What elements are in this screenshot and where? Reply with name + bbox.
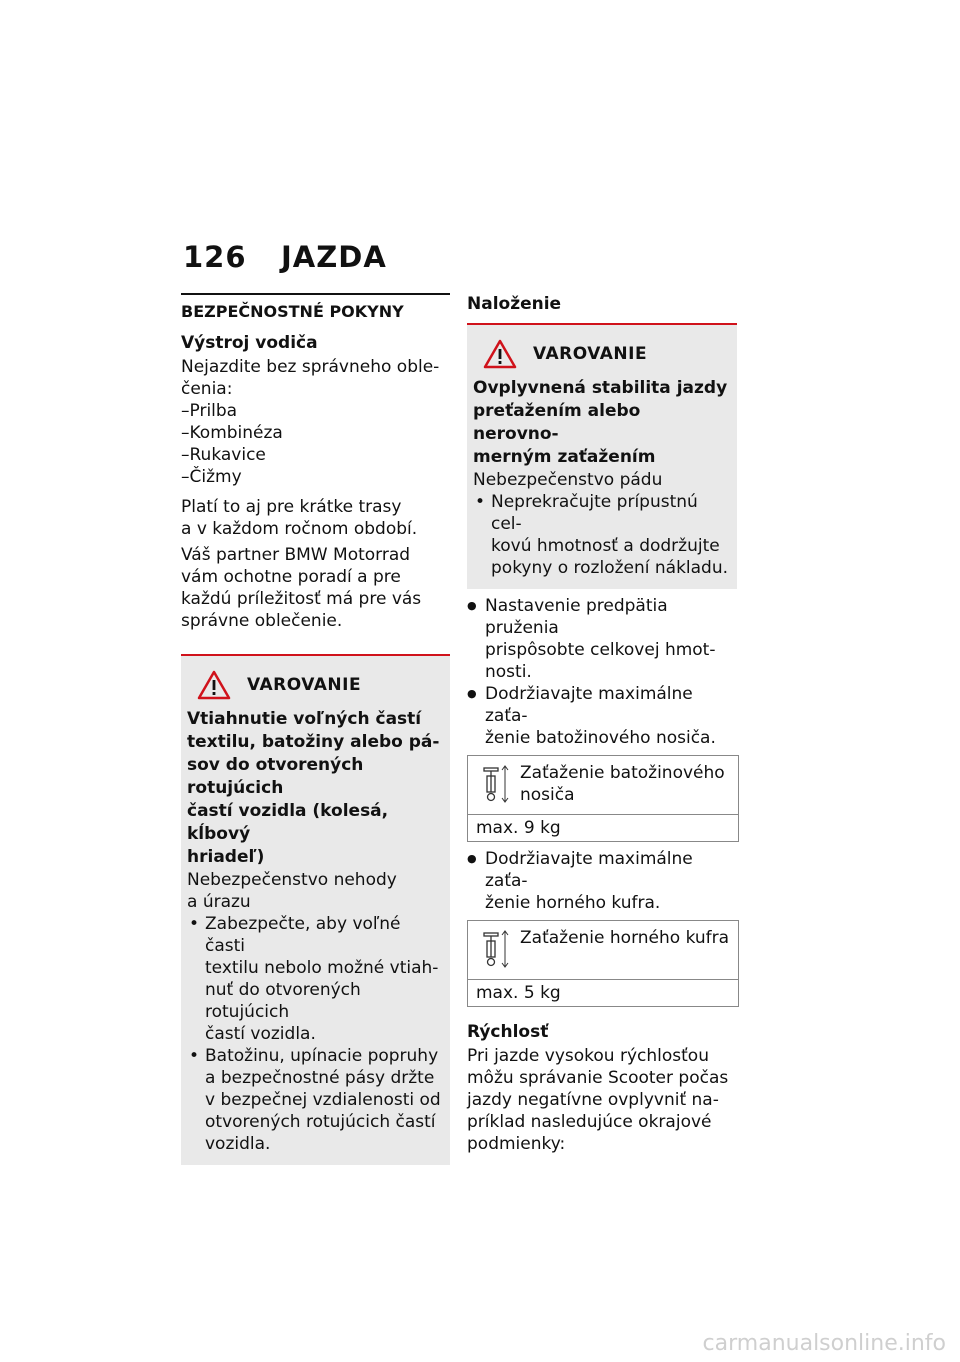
sub-title-speed: Rýchlosť — [467, 1022, 549, 1042]
warning-title: Ovplyvnená stabilita jazdy — [473, 378, 728, 398]
paragraph-line: každú príležitosť má pre vás — [181, 589, 422, 609]
spec-header — [468, 921, 738, 979]
paragraph — [181, 544, 450, 632]
bullet-line: textilu nebolo možné vtiah- — [205, 958, 439, 978]
spec-title — [520, 762, 725, 810]
bullet-line: ženie batožinového nosiča. — [485, 728, 716, 748]
paragraph-line: Váš partner BMW Motorrad — [181, 545, 411, 565]
section-rule — [181, 293, 450, 295]
warning-title: častí vozidla (kolesá, kĺbový — [187, 801, 389, 844]
spec-title-line: nosiča — [520, 785, 575, 805]
intro-line: čenia: — [181, 379, 233, 399]
warning-title: hriadeľ) — [187, 847, 265, 867]
warning-title: sov do otvorených rotujúcich — [187, 755, 364, 798]
warning-label: VAROVANIE — [533, 344, 648, 364]
warning-consequence: Nebezpečenstvo nehody — [187, 870, 397, 890]
intro-line: Nejazdite bez správneho oble- — [181, 357, 440, 377]
warning-consequence: a úrazu — [187, 892, 251, 912]
warning-bullets — [473, 491, 731, 579]
bullet-line: prispôsobte celkovej hmot- — [485, 640, 716, 660]
chapter-title: JAZDA — [281, 240, 387, 274]
bullet-line: Zabezpečte, aby voľné časti — [205, 914, 401, 956]
paragraph-line: jazdy negatívne ovplyvniť na- — [467, 1090, 719, 1110]
spec-value: max. 9 kg — [468, 814, 738, 841]
right-column — [467, 293, 737, 1155]
warning-box — [467, 323, 737, 589]
paragraph-line: podmienky: — [467, 1134, 566, 1154]
bullet-line: Nastavenie predpätia pruženia — [485, 596, 668, 638]
loading-bullets — [467, 595, 737, 749]
loading-bullets — [467, 848, 737, 914]
warning-title: preťažením alebo nerovno- — [473, 401, 641, 444]
page-header — [183, 240, 387, 274]
list-item — [467, 683, 737, 749]
bullet-line: kovú hmotnosť a dodržujte — [491, 536, 720, 556]
list-item — [467, 595, 737, 683]
warning-box — [181, 654, 450, 1165]
gear-list — [181, 400, 450, 488]
bullet-line: pokyny o rozložení nákladu. — [491, 558, 729, 578]
paragraph-line: príklad nasledujúce okrajové — [467, 1112, 712, 1132]
page-number: 126 — [183, 240, 247, 274]
list-item: – Kombinéza — [181, 422, 450, 444]
list-item — [187, 913, 444, 1045]
list-item: – Rukavice — [181, 444, 450, 466]
left-column — [181, 293, 450, 1165]
paragraph — [181, 496, 450, 540]
bullet-line: ženie horného kufra. — [485, 893, 661, 913]
spec-title-line: Zaťaženie batožinového — [520, 763, 725, 783]
paragraph-line: Platí to aj pre krátke trasy — [181, 497, 402, 517]
list-item — [473, 491, 731, 579]
paragraph-line: a v každom ročnom období. — [181, 519, 418, 539]
warning-bullets — [187, 913, 444, 1155]
list-item — [467, 848, 737, 914]
list-item: – Čižmy — [181, 466, 450, 488]
bullet-line: otvorených rotujúcich častí — [205, 1112, 436, 1132]
paragraph-line: Pri jazde vysokou rýchlosťou — [467, 1046, 709, 1066]
section-title-safety: BEZPEČNOSTNÉ POKYNY — [181, 302, 404, 321]
bullet-line: nuť do otvorených rotujúcich — [205, 980, 361, 1022]
spec-table-top-case — [467, 920, 739, 1007]
paragraph-line: môžu správanie Scooter počas — [467, 1068, 729, 1088]
warning-triangle-icon — [197, 670, 231, 700]
spec-table-luggage-rack — [467, 755, 739, 842]
watermark: carmanualsonline.info — [702, 1331, 946, 1356]
bullet-line: Neprekračujte prípustnú cel- — [491, 492, 698, 534]
spec-title — [520, 927, 729, 975]
warning-title: Vtiahnutie voľných častí — [187, 709, 422, 729]
spec-header — [468, 756, 738, 814]
warning-consequence: Nebezpečenstvo pádu — [473, 470, 663, 490]
spec-value: max. 5 kg — [468, 979, 738, 1006]
bullet-line: Batožinu, upínacie popruhy — [205, 1046, 439, 1066]
bullet-line: častí vozidla. — [205, 1024, 316, 1044]
load-weight-icon — [478, 927, 512, 971]
load-weight-icon — [478, 762, 512, 806]
warning-title: textilu, batožiny alebo pá- — [187, 732, 440, 752]
section-title-loading: Naloženie — [467, 294, 562, 314]
warning-header — [197, 670, 444, 700]
list-item — [187, 1045, 444, 1155]
bullet-line: Dodržiavajte maximálne zaťa- — [485, 849, 693, 891]
list-item: – Prilba — [181, 400, 450, 422]
bullet-line: v bezpečnej vzdialenosti od — [205, 1090, 441, 1110]
paragraph-line: vám ochotne poradí a pre — [181, 567, 401, 587]
bullet-line: Dodržiavajte maximálne zaťa- — [485, 684, 693, 726]
bullet-line: a bezpečnostné pásy držte — [205, 1068, 435, 1088]
warning-header — [483, 339, 731, 369]
spec-title-line: Zaťaženie horného kufra — [520, 928, 730, 948]
sub-title-rider-gear: Výstroj vodiča — [181, 333, 318, 353]
warning-label: VAROVANIE — [247, 675, 362, 695]
warning-title: merným zaťažením — [473, 447, 656, 467]
paragraph-line: správne oblečenie. — [181, 611, 343, 631]
bullet-line: nosti. — [485, 662, 532, 682]
warning-triangle-icon — [483, 339, 517, 369]
bullet-line: vozidla. — [205, 1134, 271, 1154]
